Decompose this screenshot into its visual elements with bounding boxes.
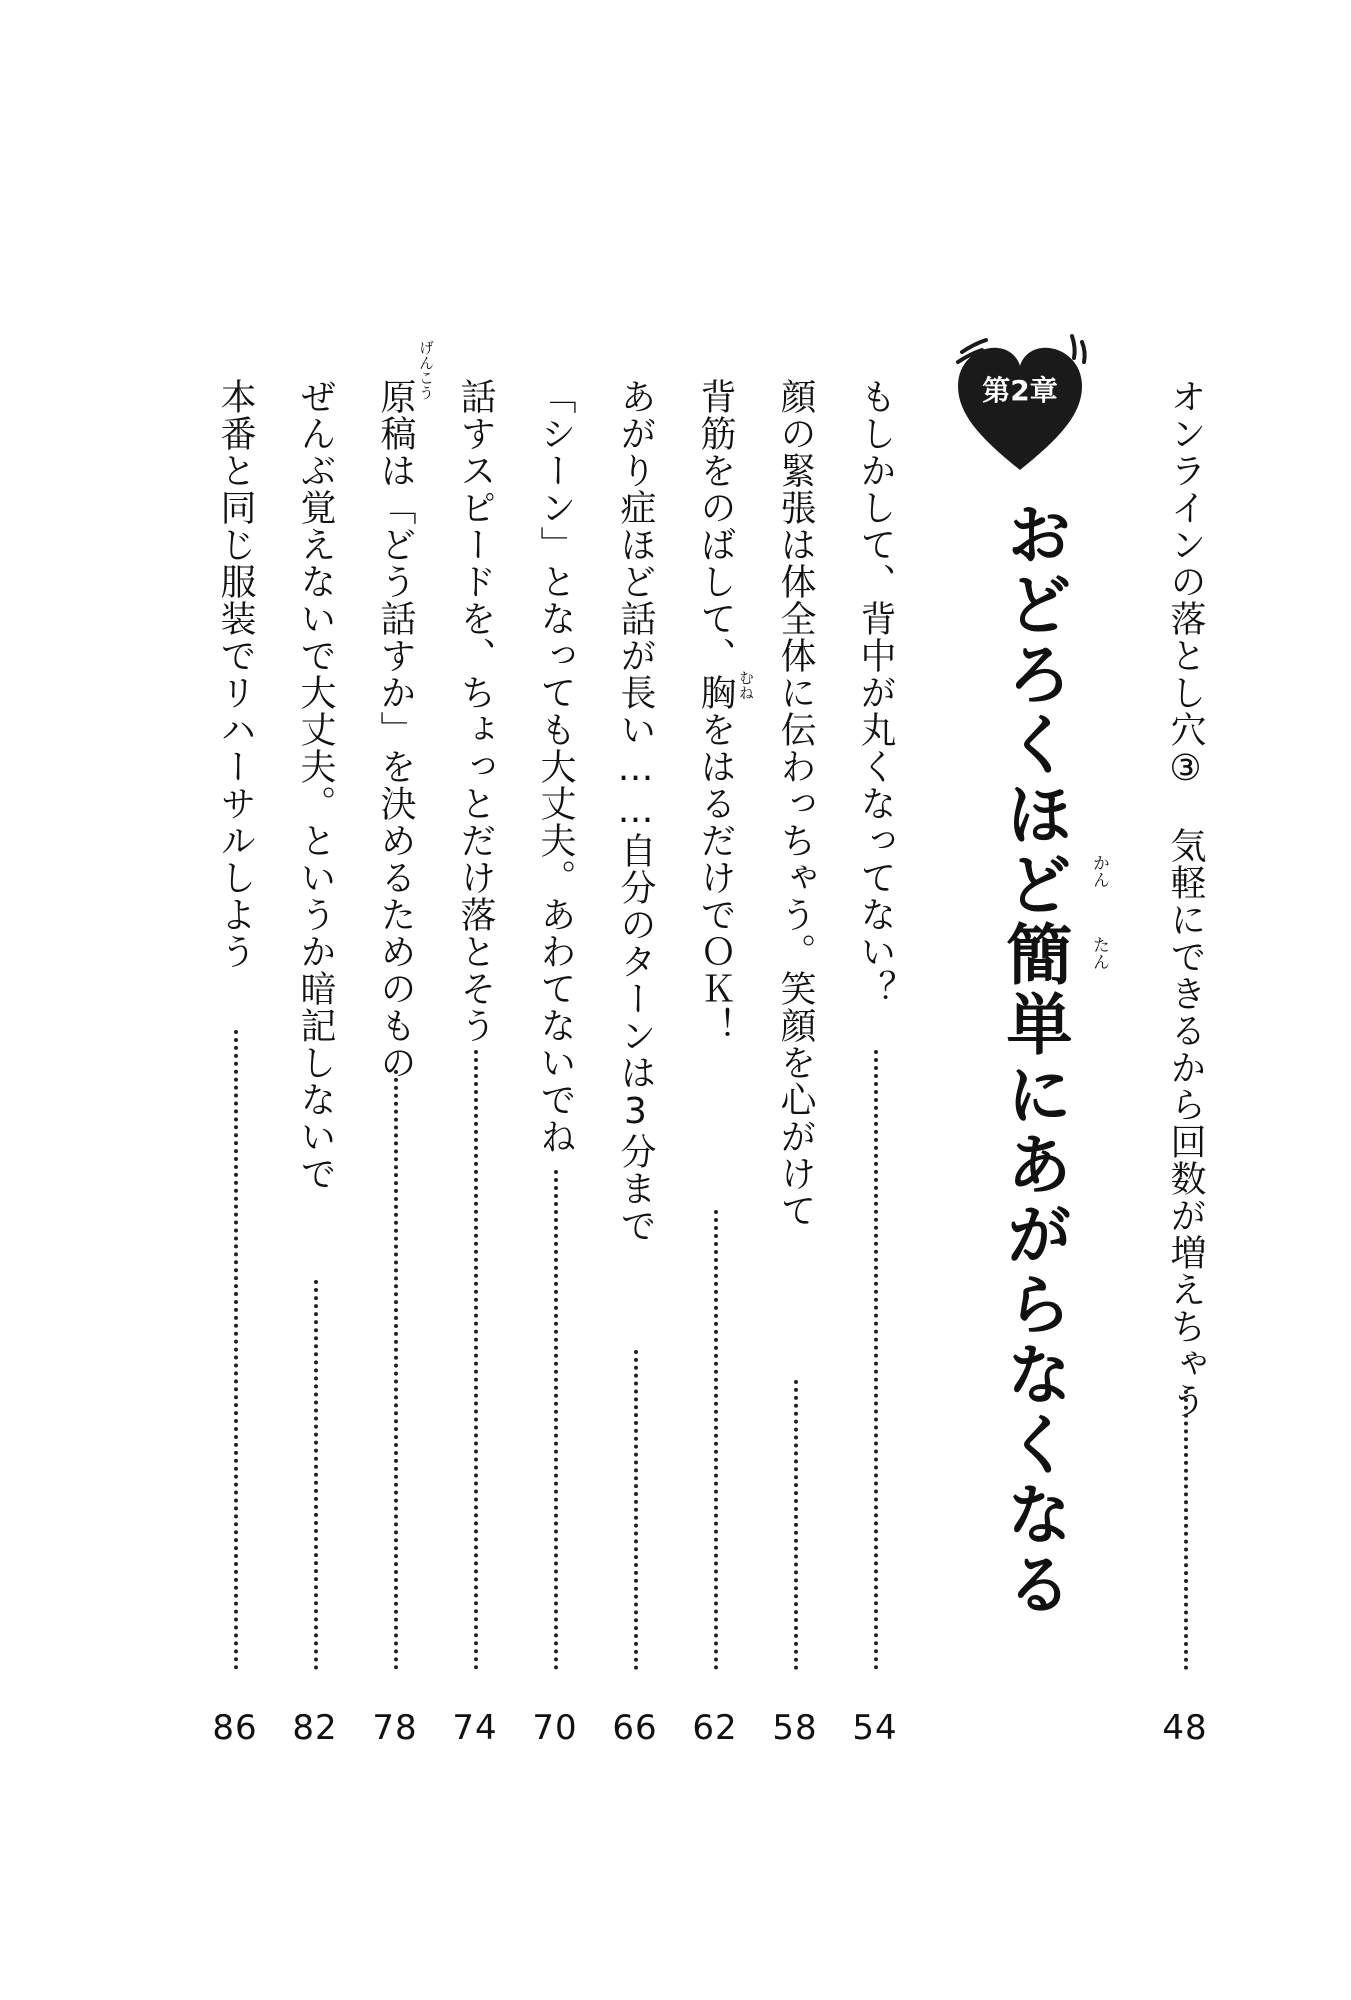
title-ruby: たん [1089,936,1109,970]
toc-entry[interactable] [288,378,342,1748]
toc-entry[interactable] [768,378,822,1748]
dot-leader [474,1050,478,1670]
toc-entry-title: 話すスピードを、ちょっとだけ落とそう [455,378,496,1044]
dot-leader [714,1210,718,1670]
dot-leader [874,1050,878,1670]
title-ruby: かん [1089,854,1109,888]
toc-page-number: 70 [532,1708,578,1748]
chapter-title: おどろくほど簡単にあがらなくなる [995,500,1072,1620]
ruby-annotation: むね [737,670,755,700]
chapter-label: 第2章 [982,374,1058,407]
toc-page-number: 58 [772,1708,818,1748]
toc-entry[interactable] [1158,378,1212,1748]
toc-page-number: 62 [692,1708,738,1748]
dot-leader [394,1070,398,1670]
toc-entry[interactable] [368,340,435,1748]
toc-entry[interactable] [688,378,755,1748]
dot-leader [1184,1390,1188,1670]
toc-entry-title: 「シーン」となっても大丈夫。あわてないでね [535,378,576,1155]
toc-page-number: 74 [452,1708,498,1748]
toc-page-number: 78 [372,1708,418,1748]
toc-entry-title: あがり症ほど話が長い……自分のターンは3分まで [615,378,656,1244]
toc-page-number: 54 [852,1708,898,1748]
toc-page-number: 66 [612,1708,658,1748]
chapter-badge [950,330,1090,480]
toc-entry-title: オンラインの落とし穴③ 気軽にできるから回数が増えちゃう [1165,378,1206,1419]
ruby-annotation: げんこう [417,340,435,400]
toc-entry[interactable] [528,378,582,1748]
toc-entry[interactable] [608,378,662,1748]
toc-page-number: 48 [1162,1708,1208,1748]
toc-entry[interactable] [448,378,502,1748]
toc-entry-title: 原稿は「どう話すか」を決めるためのもの [375,378,416,1081]
toc-entry-title: 顔の緊張は体全体に伝わっちゃう。笑顔を心がけて [775,378,816,1229]
dot-leader [234,1030,238,1670]
toc-page-number: 82 [292,1708,338,1748]
dot-leader [554,1170,558,1670]
toc-entry[interactable] [208,378,262,1748]
toc-entry-title: もしかして、背中が丸くなってない？ [855,378,896,1007]
toc-entry-title: 本番と同じ服装でリハーサルしよう [215,378,256,970]
toc-entry-title: ぜんぶ覚えないで大丈夫。というか暗記しないで [295,378,336,1192]
dot-leader [314,1280,318,1670]
toc-entry[interactable] [848,378,902,1748]
heart-icon [950,330,1090,480]
toc-page-number: 86 [212,1708,258,1748]
toc-entry-title: 背筋をのばして、胸をはるだけでＯＫ！ [695,378,736,1044]
dot-leader [794,1380,798,1670]
dot-leader [634,1350,638,1670]
